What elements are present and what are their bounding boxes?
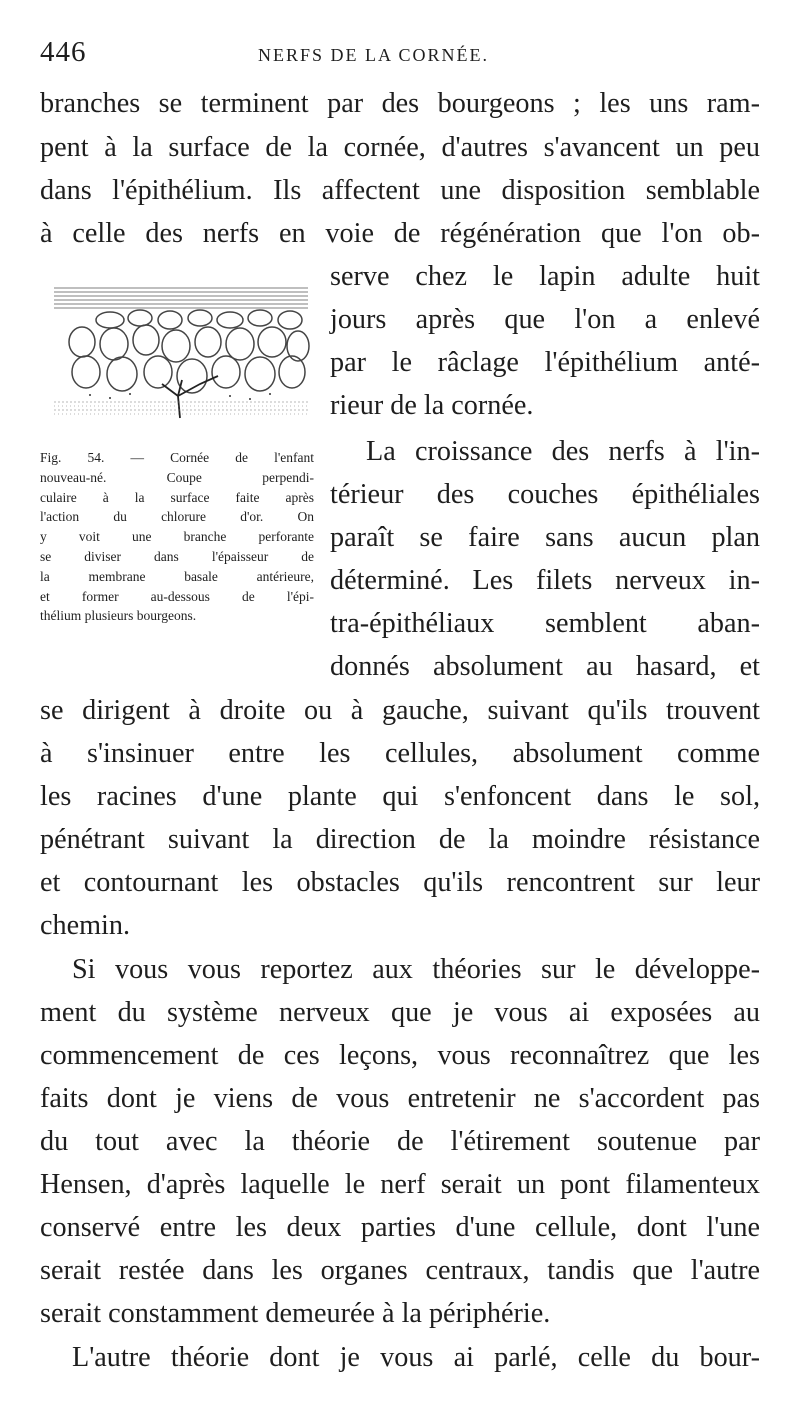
page-number: 446 — [40, 36, 87, 68]
caption-line: culaire à la surface faite après — [40, 489, 314, 505]
body-line: tra-épithéliaux semblent aban- — [330, 608, 760, 639]
body-line: pent à la surface de la cornée, d'autres s'avancent un peu — [40, 132, 760, 163]
body-line: rieur de la cornée. — [330, 390, 534, 421]
caption-line: l'action du chlorure d'or. On — [40, 509, 314, 525]
body-line: jours après que l'on a enlevé — [330, 304, 760, 335]
body-line: conservé entre les deux parties d'une cellule, dont l'une — [40, 1212, 760, 1243]
body-line: du tout avec la théorie de l'étirement soutenue par — [40, 1126, 760, 1157]
body-line: pénétrant suivant la direction de la moindre résistance — [40, 824, 760, 855]
body-line: serve chez le lapin adulte huit — [330, 261, 760, 292]
figure-caption — [40, 448, 314, 626]
caption-line: se diviser dans l'épaisseur de — [40, 548, 314, 564]
body-line: Hensen, d'après laquelle le nerf serait un pont filamenteux — [40, 1169, 760, 1200]
body-line: commencement de ces leçons, vous reconnaîtrez que les — [40, 1040, 760, 1071]
body-line: les racines d'une plante qui s'enfoncent dans le sol, — [40, 781, 760, 812]
body-line: serait restée dans les organes centraux, tandis que l'autre — [40, 1255, 760, 1286]
body-line: La croissance des nerfs à l'in- — [366, 436, 760, 467]
body-line: ment du système nerveux que je vous ai exposées au — [40, 997, 760, 1028]
body-line: faits dont je viens de vous entretenir ne s'accordent pas — [40, 1083, 760, 1114]
caption-line: nouveau-né. Coupe perpendi- — [40, 469, 314, 485]
caption-line: y voit une branche perforante — [40, 529, 314, 545]
body-line: à s'insinuer entre les cellules, absolument comme — [40, 738, 760, 769]
body-line: térieur des couches épithéliales — [330, 479, 760, 510]
body-line: L'autre théorie dont je vous ai parlé, celle du bour- — [72, 1342, 760, 1373]
body-line: Si vous vous reportez aux théories sur le développe- — [72, 954, 760, 985]
caption-line: thélium plusieurs bourgeons. — [40, 608, 197, 624]
body-line: serait constamment demeurée à la périphérie. — [40, 1298, 551, 1329]
page-header — [40, 36, 760, 70]
body-line: branches se terminent par des bourgeons ; les uns ram- — [40, 88, 760, 119]
body-line: donnés absolument au hasard, et — [330, 651, 760, 682]
body-line: et contournant les obstacles qu'ils rencontrent sur leur — [40, 867, 760, 898]
cornea-section-illustration — [50, 280, 312, 420]
running-head: NERFS DE LA CORNÉE. — [258, 45, 490, 65]
figure-54 — [40, 280, 328, 640]
body-line: se dirigent à droite ou à gauche, suivant qu'ils trouvent — [40, 695, 760, 726]
caption-line: Fig. 54. — Cornée de l'enfant — [40, 450, 314, 465]
caption-line: et former au-dessous de l'épi- — [40, 588, 314, 604]
body-line: par le râclage l'épithélium anté- — [330, 347, 760, 378]
caption-line: la membrane basale antérieure, — [40, 568, 314, 584]
body-line: chemin. — [40, 910, 131, 941]
body-line: à celle des nerfs en voie de régénération que l'on ob- — [40, 218, 760, 249]
body-line: paraît se faire sans aucun plan — [330, 522, 760, 553]
body-line: dans l'épithélium. Ils affectent une disposition semblable — [40, 175, 760, 206]
body-line: déterminé. Les filets nerveux in- — [330, 565, 760, 596]
